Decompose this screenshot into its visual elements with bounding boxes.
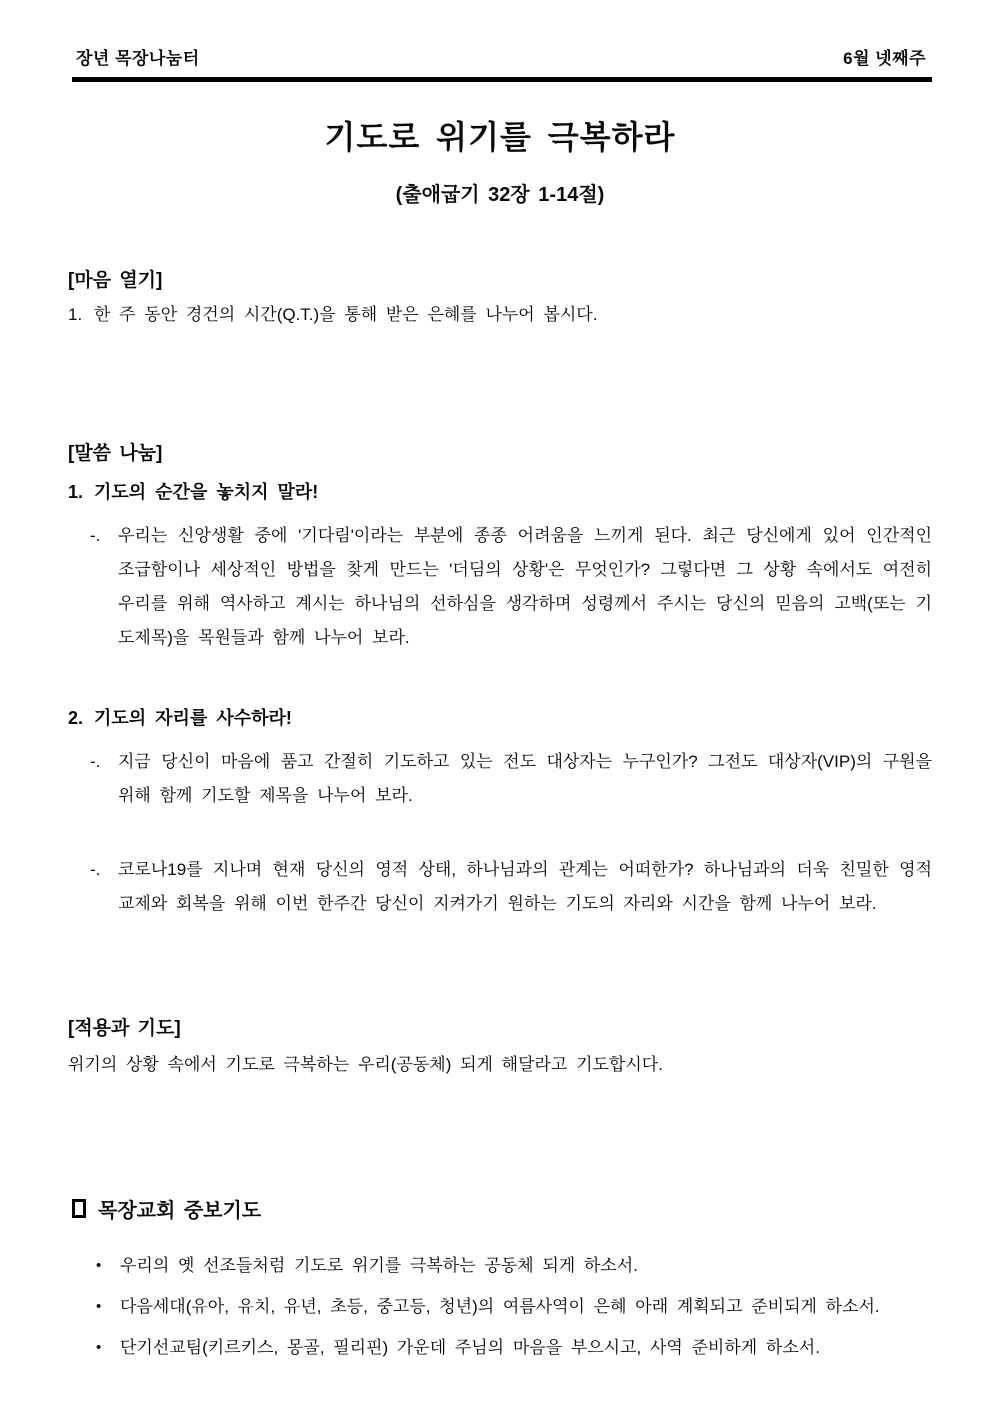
section-mind-open [68,265,932,332]
dash-marker: -. [90,526,101,545]
dash-marker: -. [90,752,101,771]
discussion-point [68,475,932,655]
item-text: 한 주 동안 경건의 시간(Q.T.)을 통해 받은 은혜를 나누어 봅시다. [94,305,598,324]
prayer-bullet-list [96,1249,932,1365]
list-item [96,1249,932,1283]
bullet-text: 다음세대(유아, 유치, 유년, 초등, 중고등, 청년)의 여름사역이 은혜 아래 계획되고 준비되게 하소서. [120,1297,880,1316]
numbered-item [68,298,932,332]
point-title-row [68,475,932,509]
point-subparagraph [90,745,932,813]
list-item [96,1331,932,1365]
intercession-heading: 목장교회 중보기도 [98,1200,262,1222]
point-subparagraph [90,519,932,655]
bullet-text: 단기선교팀(키르키스, 몽골, 필리핀) 가운데 주님의 마음을 부으시고, 사역 준비하게 하소서. [120,1338,820,1357]
bullet-text: 우리의 옛 선조들처럼 기도로 위기를 극복하는 공동체 되게 하소서. [120,1256,638,1275]
section-apply-pray [68,1013,932,1082]
section-heading: [말씀 나눔] [68,443,163,464]
section-word-share [68,438,932,921]
bullet-icon: • [96,1298,102,1315]
point-title: 기도의 자리를 사수하라! [94,708,292,728]
apply-text: 위기의 상황 속에서 기도로 극복하는 우리(공동체) 되게 해달라고 기도합시다. [68,1055,663,1074]
section-heading: [마음 열기] [68,270,163,291]
bullet-icon: • [96,1339,102,1356]
subparagraph-text: 우리는 신앙생활 중에 '기다림'이라는 부분에 종종 어려움을 느끼게 된다. 최근 당신에게 있어 인간적인 조급함이나 세상적인 방법을 찾게 만드는 '더딤의 상황'은 무엇인가? 그렇다면 그 상황 속에서도 여전히 우리를 위해 역사하고 계시는 하나님의 선하심을 생각하며 성령께서 주시는 당신의 믿음의 고백(또는 기도제목)을 목원들과 함께 나누어 보라. [118,526,932,647]
list-item [96,1290,932,1324]
intercession-heading-row [72,1194,932,1223]
header-divider [72,77,932,82]
bullet-icon: • [96,1257,102,1274]
point-number: 1. [68,482,84,502]
subparagraph-text: 지금 당신이 마음에 품고 간절히 기도하고 있는 전도 대상자는 누구인가? 그전도 대상자(VIP)의 구원을 위해 함께 기도할 제목을 나누어 보라. [118,752,932,805]
section-heading: [적용과 기도] [68,1018,181,1039]
point-number: 2. [68,708,84,728]
section-intercession [68,1194,932,1365]
header-right-label: 6월 넷째주 [843,49,926,68]
header-left-label: 장년 목장나눔터 [76,49,200,68]
discussion-point [68,701,932,921]
point-subparagraph [90,853,932,921]
dash-marker: -. [90,860,101,879]
page-title: 기도로 위기를 극복하라 [324,119,676,155]
page-subtitle: (출애굽기 32장 1-14절) [395,184,605,206]
point-title: 기도의 순간을 놓치지 말라! [94,482,319,502]
page-header [68,44,932,77]
item-number: 1. [68,305,83,324]
checkbox-icon [72,1199,86,1218]
subparagraph-text: 코로나19를 지나며 현재 당신의 영적 상태, 하나님과의 관계는 어떠한가? 하나님과의 더욱 친밀한 영적 교제와 회복을 위해 이번 한주간 당신이 지켜가기 원하는 기도의 자리와 시간을 함께 나누어 보라. [118,860,932,913]
point-title-row [68,701,932,735]
